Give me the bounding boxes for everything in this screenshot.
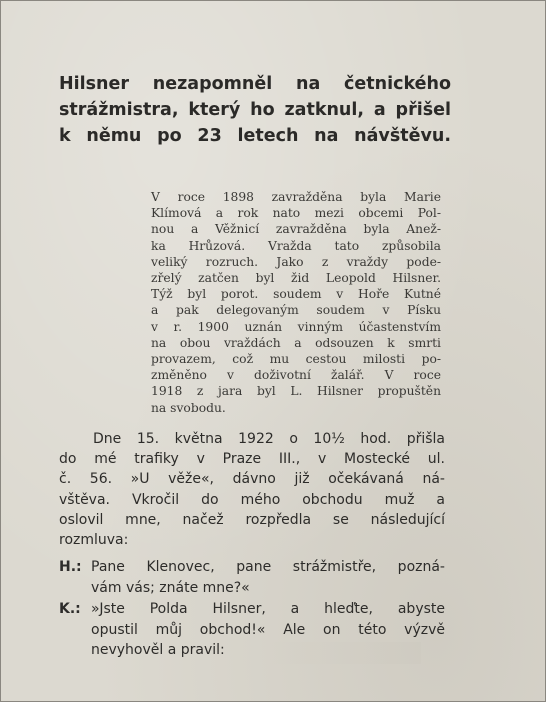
intro-line: V roce 1898 zavražděna byla Marie (151, 190, 441, 204)
intro-line: na obou vraždách a odsouzen k smrti (151, 335, 441, 350)
intro-line: a pak delegovaným soudem v Písku (151, 303, 441, 318)
intro-paragraph (151, 189, 441, 416)
dialogue-line: Pane Klenovec, pane strážmistře, pozná- (91, 559, 445, 575)
body-paragraph (59, 429, 445, 550)
dialogue-line: vám vás; znáte mne?« (91, 579, 250, 596)
dialogue-line: »Jste Polda Hilsner, a hleďte, abyste (91, 601, 445, 617)
dialogue-entry-h (59, 557, 445, 599)
intro-line: v r. 1900 uznán vinným účastenstvím (151, 319, 441, 334)
headline-line: k němu po 23 letech na návštěvu. (59, 126, 451, 146)
dialogue-line: opustil můj obchod!« Ale on této výzvě (91, 621, 445, 638)
intro-line: na svobodu. (151, 400, 226, 415)
intro-line: změněno v doživotní žalář. V roce (151, 368, 441, 383)
intro-line: nou a Věžnicí zavražděna byla Anež- (151, 222, 441, 237)
dialogue-text (91, 557, 445, 598)
speaker-label: K.: (59, 601, 81, 617)
body-line: Dne 15. května 1922 o 10½ hod. přišla (93, 431, 445, 447)
intro-line: Klímová a rok nato mezi obcemi Pol- (151, 206, 441, 221)
headline-line: strážmistra, který ho zatknul, a přišel (59, 100, 451, 120)
body-line: rozmluva: (59, 532, 129, 549)
body-line: do mé trafiky v Praze III., v Mostecké ul. (59, 451, 445, 468)
intro-line: zřelý zatčen byl žid Leopold Hilsner. (151, 271, 441, 286)
intro-line: veliký rozruch. Jako z vraždy pode- (151, 254, 441, 269)
speaker-label: H.: (59, 559, 82, 575)
paper-bleed-through (261, 642, 421, 664)
intro-line: 1918 z jara byl L. Hilsner propuštěn (151, 384, 441, 399)
body-line: oslovil mne, načež rozpředla se následující (59, 511, 445, 528)
intro-line: provazem, což mu cestou milosti po- (151, 352, 441, 367)
intro-line: Týž byl porot. soudem v Hoře Kutné (151, 287, 441, 302)
body-line: č. 56. »U věže«, dávno již očekávaná ná- (59, 471, 445, 488)
dialogue-line: nevyhověl a pravil: (91, 642, 225, 658)
headline-line: Hilsner nezapomněl na četnického (59, 74, 451, 94)
intro-line: ka Hrůzová. Vražda tato způsobila (151, 238, 441, 253)
body-line: vštěva. Vkročil do mého obchodu muž a (59, 491, 445, 508)
headline (59, 71, 451, 149)
